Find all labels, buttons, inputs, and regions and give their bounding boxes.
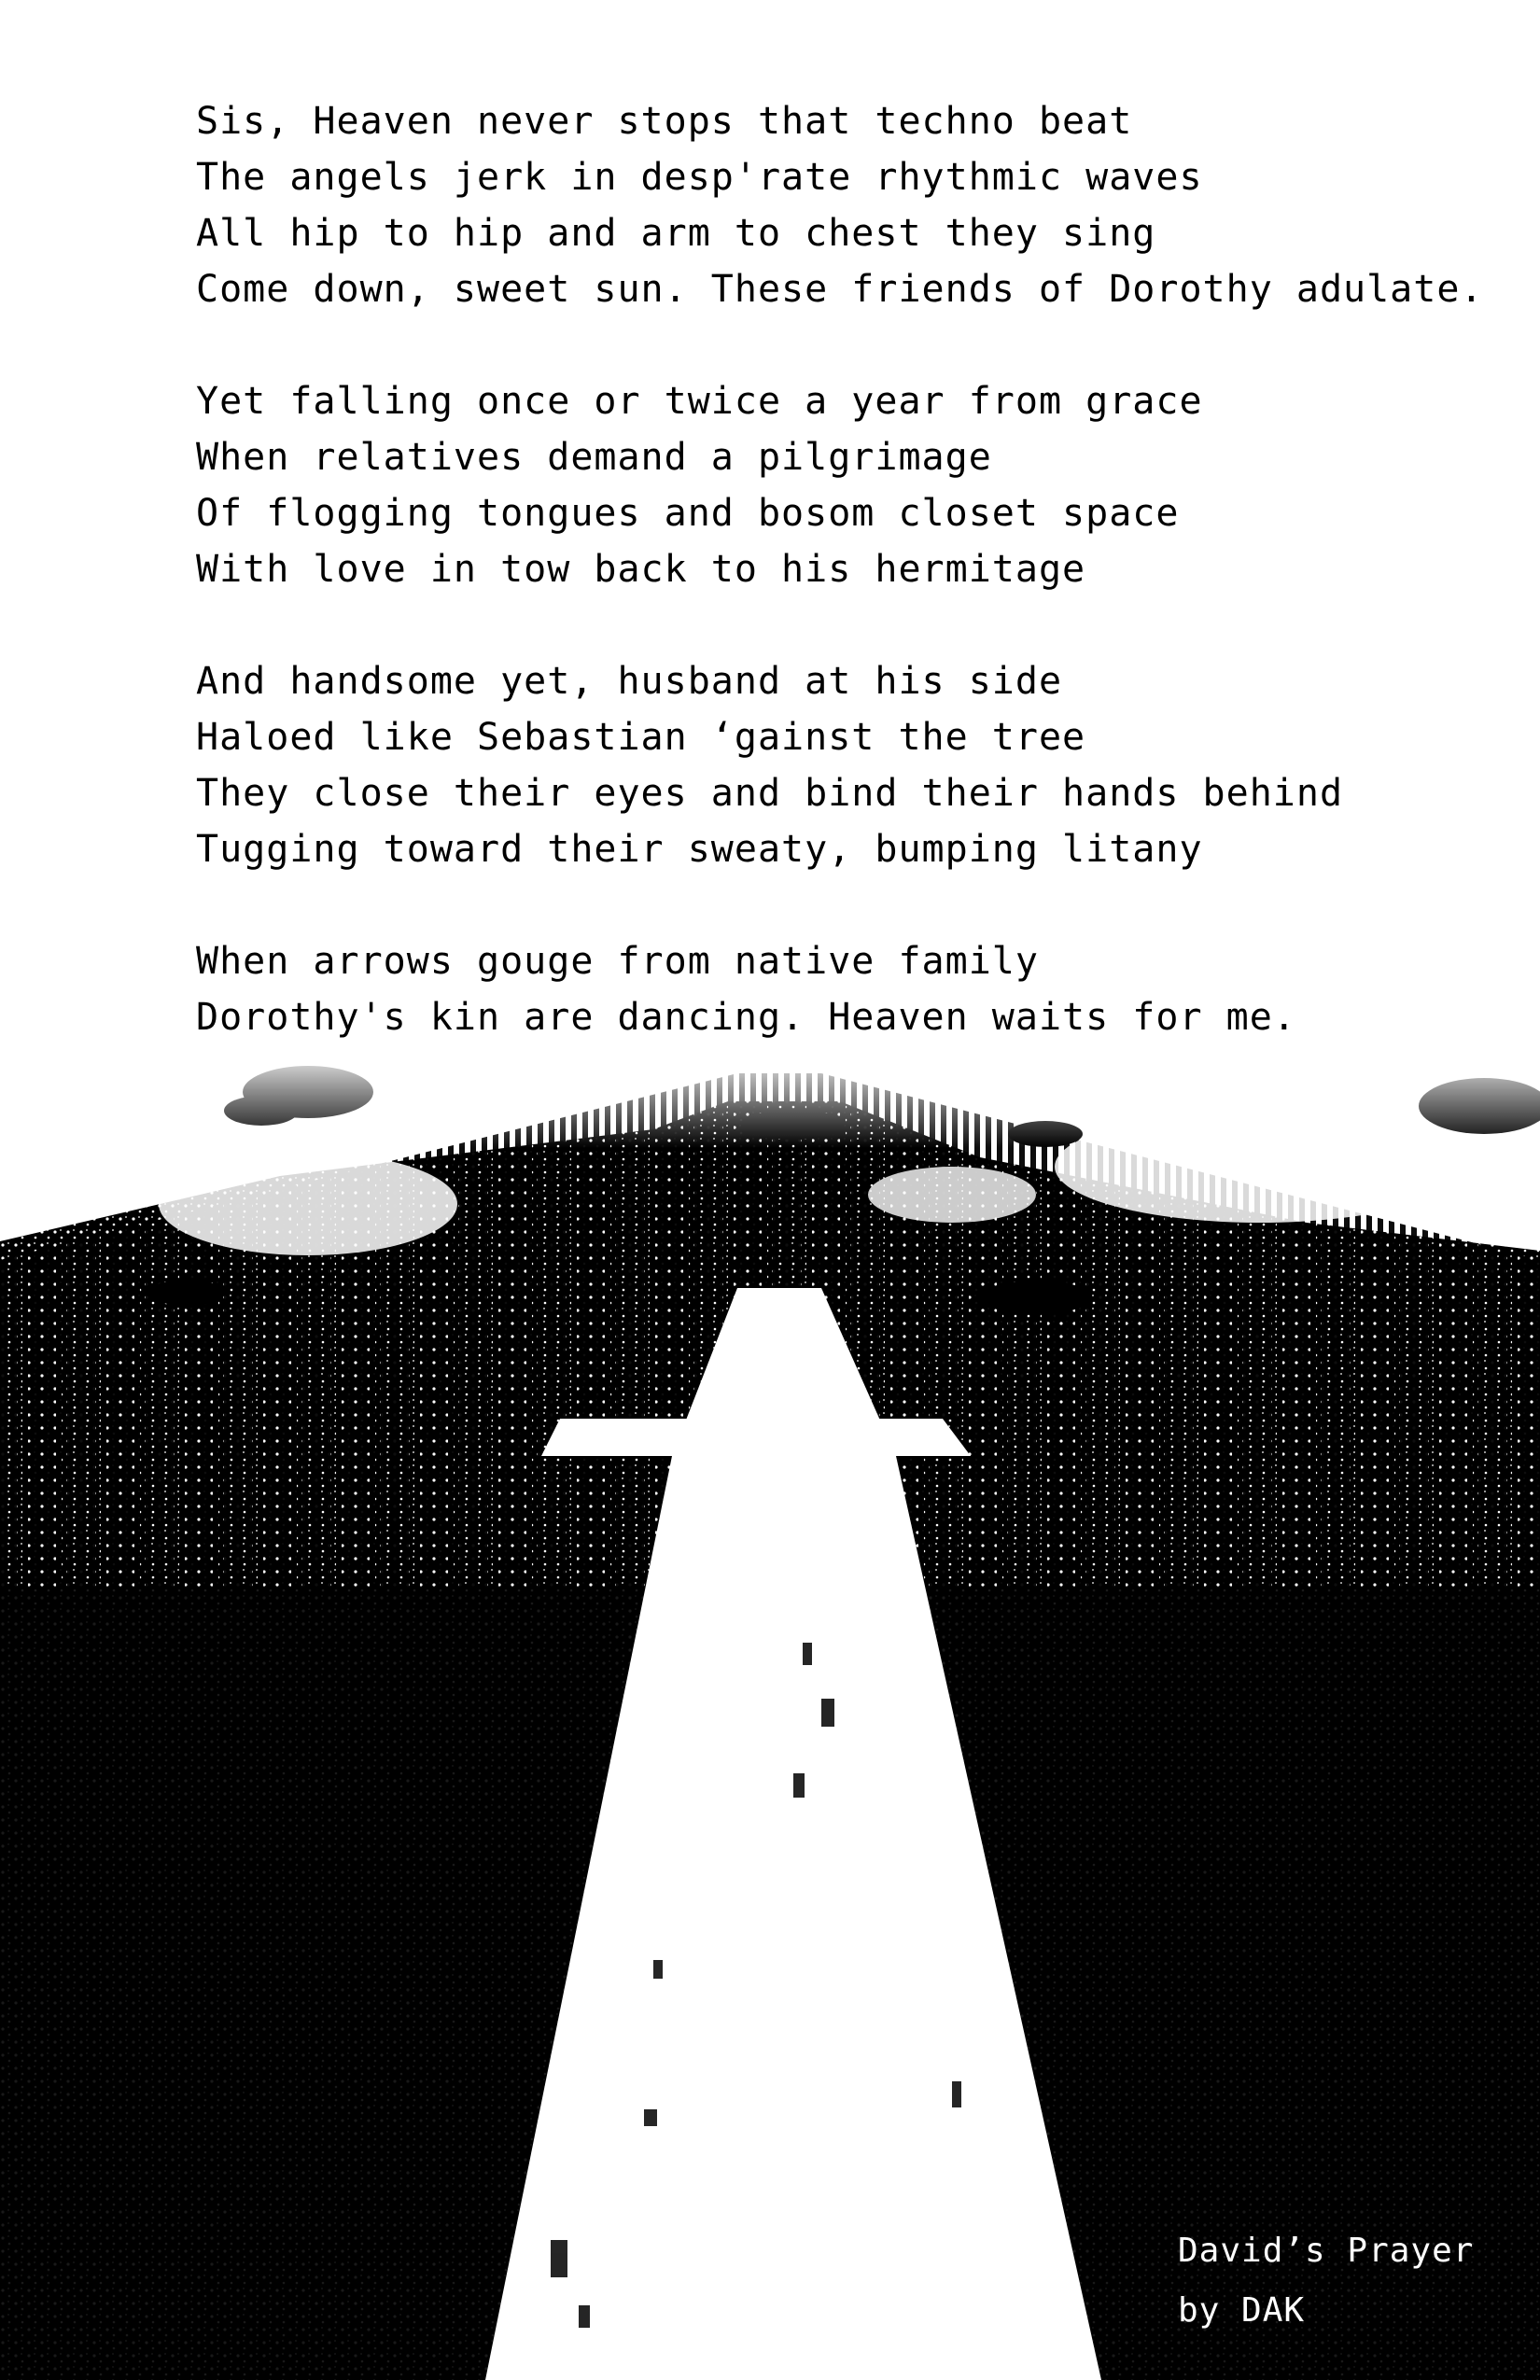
poem-credit [1178,2221,1474,2341]
poem-author: by DAK [1178,2291,1306,2330]
poem-line: Dorothy's kin are dancing. Heaven waits for me. [196,996,1296,1039]
poem-text [196,93,1521,1101]
stanza-2 [196,373,1521,597]
poem-line: Tugging toward their sweaty, bumping litany [196,828,1203,871]
poem-line: They close their eyes and bind their hands behind [196,772,1344,815]
poem-line: When arrows gouge from native family [196,940,1039,983]
poem-line: And handsome yet, husband at his side [196,660,1063,703]
stanza-1 [196,93,1521,317]
poem-title: David’s Prayer [1178,2232,1475,2270]
poem-line: The angels jerk in desp'rate rhythmic waves [196,156,1203,199]
road-crossbar [541,1419,971,1456]
poem-line: When relatives demand a pilgrimage [196,436,992,479]
poem-line: Haloed like Sebastian ‘gainst the tree [196,716,1086,759]
poem-line: Sis, Heaven never stops that techno beat [196,100,1133,143]
poem-line: Come down, sweet sun. These friends of Dorothy adulate. [196,268,1484,311]
poem-line: With love in tow back to his hermitage [196,548,1086,591]
stanza-3 [196,653,1521,877]
stanza-4 [196,933,1521,1045]
poem-line: Of flogging tongues and bosom closet space [196,492,1180,535]
poem-line: All hip to hip and arm to chest they sing [196,212,1156,255]
poem-line: Yet falling once or twice a year from grace [196,380,1203,423]
